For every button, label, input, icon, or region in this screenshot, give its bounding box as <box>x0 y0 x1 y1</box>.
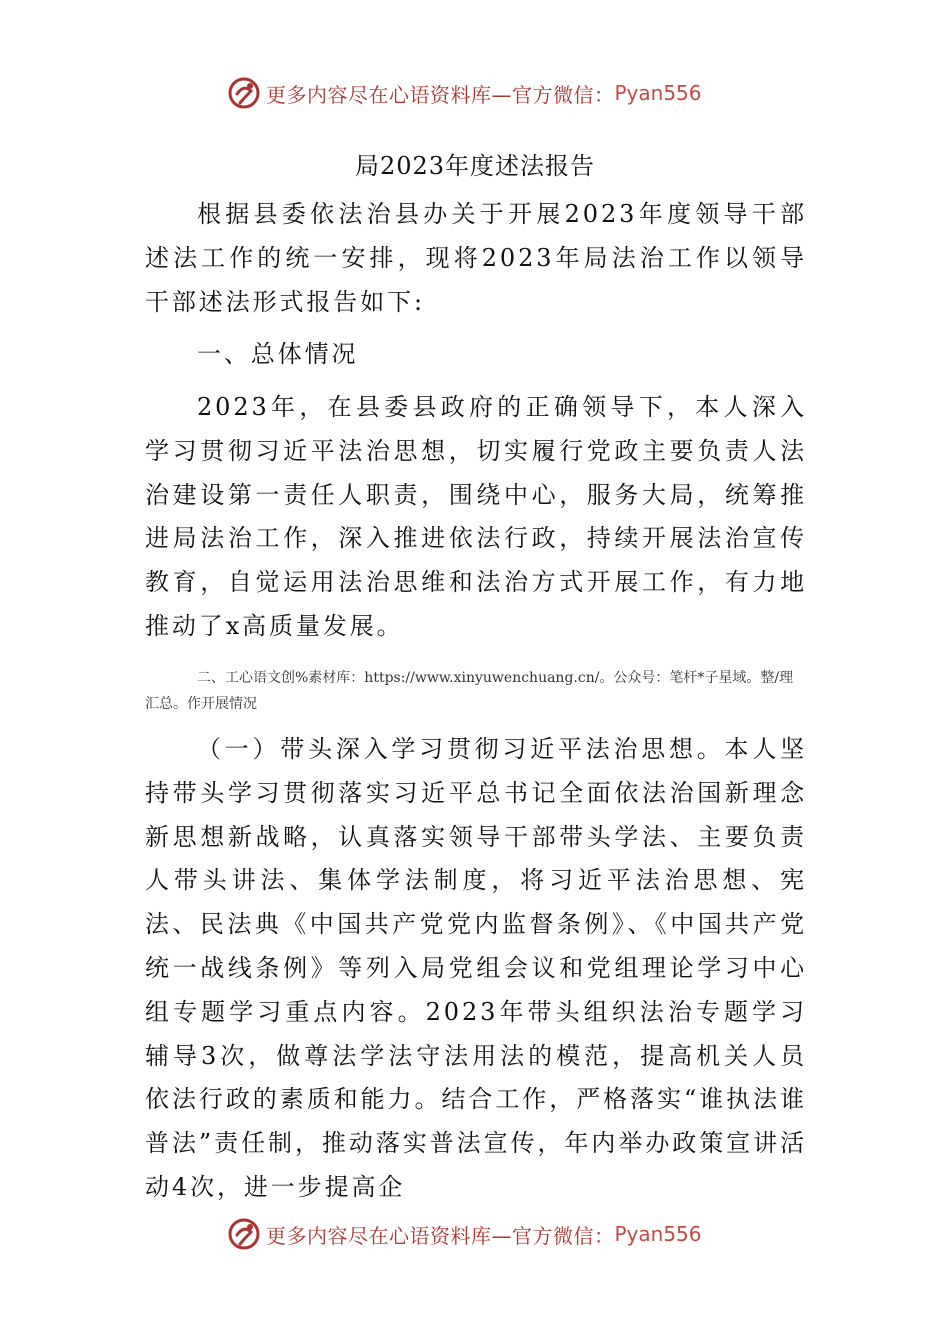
section1-heading: 一、总体情况 <box>197 340 359 368</box>
watermark-handle: Pyan556 <box>614 81 702 105</box>
watermark-handle: Pyan556 <box>614 1222 702 1246</box>
watermark-text: 更多内容尽在心语资料库—官方微信： <box>266 1223 615 1248</box>
watermark-text: 更多内容尽在心语资料库—官方微信： <box>266 82 615 107</box>
section1-body: 2023年，在县委县政府的正确领导下，本人深入学习贯彻习近平法治思想，切实履行党政主要负责人法治建设第一责任人职责，围绕中心，服务大局，统筹推进局法治工作，深入推进依法行政，持续开展法治宣传教育，自觉运用法治思维和法治方式开展工作，有力地推动了x高质量发展。 <box>145 393 807 640</box>
watermark-logo-icon <box>226 1216 262 1252</box>
document-title: 局2023年度述法报告 <box>354 152 596 180</box>
section2-note: 二、工心语文创%素材库：https://www.xinyuwenchuang.cn/。公众号：笔杆*子星域。整/理汇总。作开展情况 <box>145 670 794 712</box>
section2-body: （一）带头深入学习贯彻习近平法治思想。本人坚持带头学习贯彻落实习近平总书记全面依法治国新理念新思想新战略，认真落实领导干部带头学法、主要负责人带头讲法、集体学法制度，将习近平法治思想、宪法、民法典《中国共产党党内监督条例》、《中国共产党统一战线条例》等列入局党组会议和党组理论学习中心组专题学习重点内容。2023年带头组织法治专题学习辅导3次，做尊法学法守法用法的模范，提高机关人员依法行政的素质和能力。结合工作，严格落实“谁执法谁普法”责任制，推动落实普法宣传，年内举办政策宣讲活动4次，进一步提高企 <box>145 735 807 1201</box>
header-watermark <box>226 73 702 113</box>
intro-paragraph: 根据县委依法治县办关于开展2023年度领导干部述法工作的统一安排，现将2023年局法治工作以领导干部述法形式报告如下: <box>145 200 807 316</box>
footer-watermark <box>226 1214 702 1254</box>
watermark-logo-icon <box>226 75 262 111</box>
